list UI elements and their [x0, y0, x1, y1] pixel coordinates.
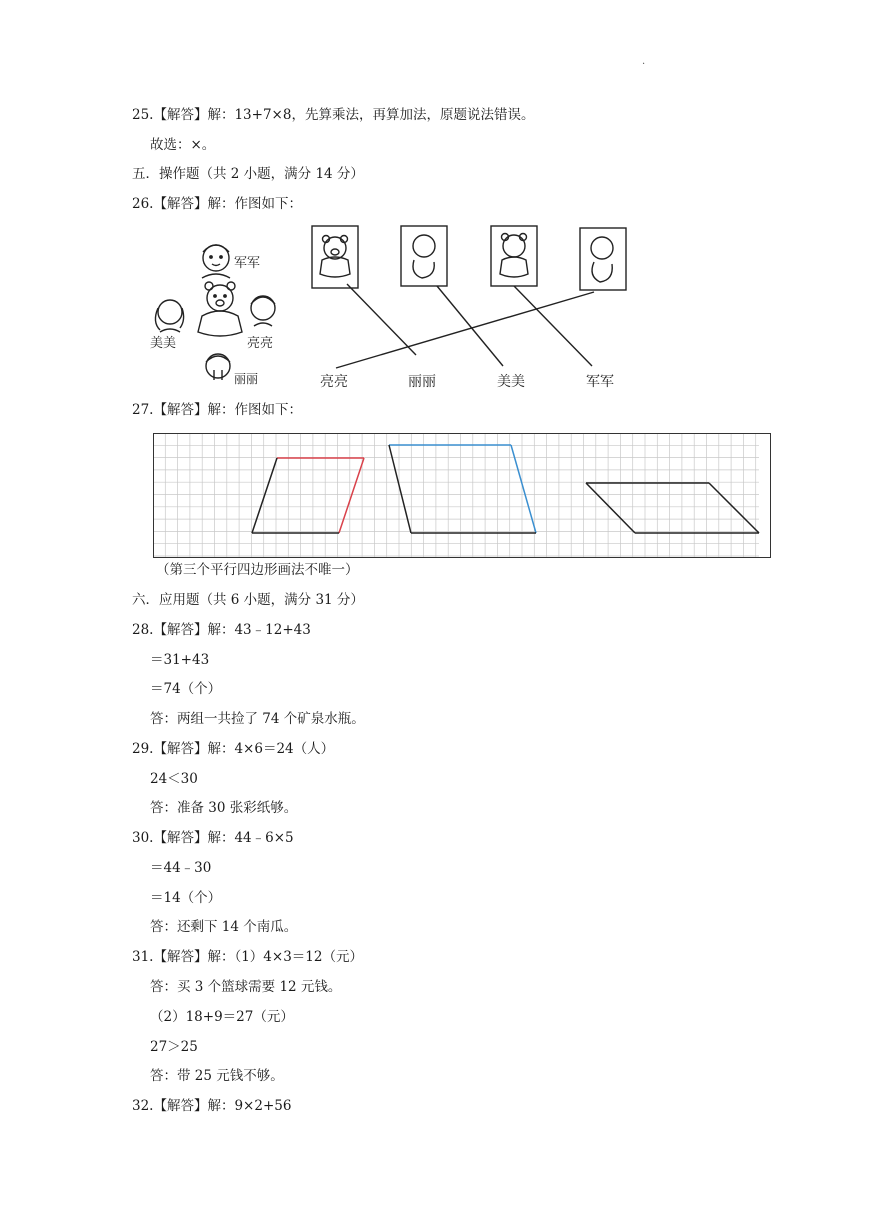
answer-30-conclusion: 答：还剩下 14 个南瓜。: [150, 919, 298, 935]
parallelogram-edge: [252, 458, 277, 533]
left-name-lili: 丽丽: [234, 372, 259, 386]
view-card-4: [580, 228, 626, 290]
view-card-2: [401, 226, 447, 286]
answer-29-line: 29.【解答】解：4×6＝24（人）: [132, 741, 335, 757]
answer-27-line: 27.【解答】解：作图如下：: [132, 402, 302, 418]
view-card-3: [491, 226, 537, 286]
matching-figure: [150, 220, 630, 392]
answer-25-choice: 故选：×。: [150, 137, 216, 153]
parallelogram-edge: [709, 483, 759, 533]
view-card-1: [312, 226, 358, 288]
section-6-heading: 六．应用题（共 6 小题，满分 31 分）: [132, 592, 364, 608]
bottom-name-junjun: 军军: [586, 374, 614, 390]
answer-30-step1: ＝44﹣30: [150, 860, 212, 876]
bottom-name-liangliang: 亮亮: [320, 374, 348, 390]
answer-28-conclusion: 答：两组一共捡了 74 个矿泉水瓶。: [150, 711, 365, 727]
answer-31-conclusion1: 答：买 3 个篮球需要 12 元钱。: [150, 979, 342, 995]
bottom-name-meimei: 美美: [497, 374, 525, 390]
parallelogram-edge: [586, 483, 635, 533]
answer-25-line: 25.【解答】解：13+7×8，先算乘法，再算加法，原题说法错误。: [132, 107, 535, 123]
answer-31-compare: 27＞25: [150, 1039, 198, 1055]
figure-27-note: （第三个平行四边形画法不唯一）: [156, 562, 359, 578]
answer-28-step1: ＝31+43: [150, 652, 210, 668]
left-name-meimei: 美美: [150, 336, 177, 351]
parallelogram-edge: [511, 445, 536, 533]
left-name-liangliang: 亮亮: [247, 336, 274, 351]
left-name-junjun: 军军: [234, 256, 261, 271]
answer-26-line: 26.【解答】解：作图如下：: [132, 196, 302, 212]
answer-28-step2: ＝74（个）: [150, 681, 222, 697]
matching-lines: [336, 284, 594, 368]
answer-28-line: 28.【解答】解：43﹣12+43: [132, 622, 311, 638]
bottom-name-lili: 丽丽: [408, 374, 436, 390]
answer-31-line: 31.【解答】解：（1）4×3＝12（元）: [132, 949, 363, 965]
section-5-heading: 五．操作题（共 2 小题，满分 14 分）: [132, 166, 364, 182]
square-grid: [153, 433, 759, 558]
answer-32-line: 32.【解答】解：9×2+56: [132, 1098, 292, 1114]
answer-29-compare: 24＜30: [150, 771, 198, 787]
parallelogram-3: [586, 483, 759, 533]
answer-30-line: 30.【解答】解：44﹣6×5: [132, 830, 294, 846]
parallelogram-edge: [389, 445, 411, 533]
answer-31-conclusion2: 答：带 25 元钱不够。: [150, 1068, 284, 1084]
parallelogram-1: [252, 458, 364, 533]
answer-30-step2: ＝14（个）: [150, 890, 222, 906]
parallelogram-grid-figure: [153, 433, 772, 559]
answer-31-part2: （2）18+9＝27（元）: [150, 1009, 294, 1025]
parallelogram-edge: [339, 458, 364, 533]
answer-29-conclusion: 答：准备 30 张彩纸够。: [150, 800, 298, 816]
header-mark: .: [642, 56, 646, 67]
